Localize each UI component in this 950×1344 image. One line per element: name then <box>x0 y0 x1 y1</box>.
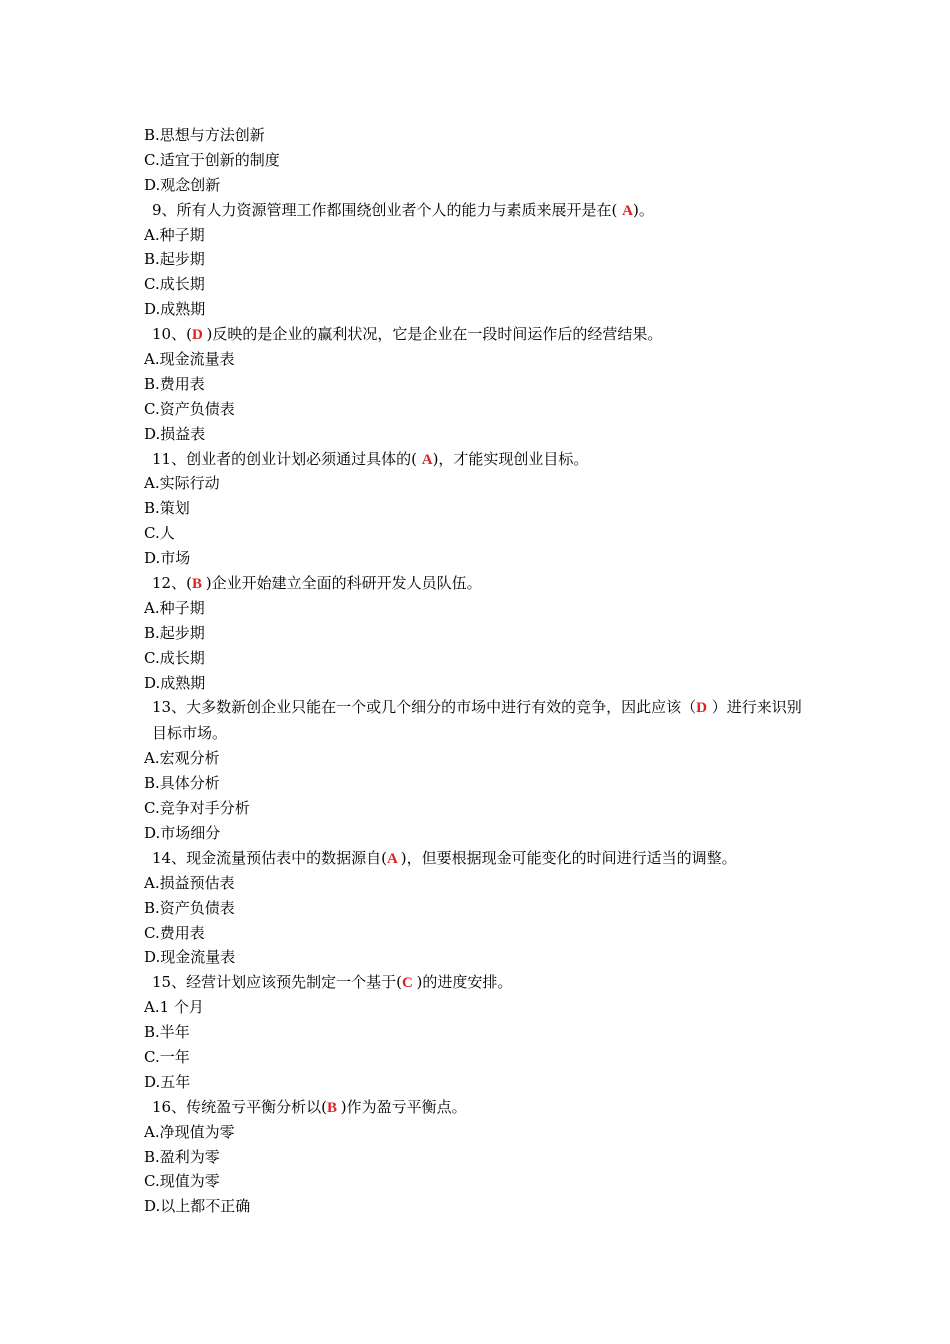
answer-mark: D <box>696 700 707 717</box>
option: C.费用表 <box>144 923 205 942</box>
option: C.成长期 <box>144 275 205 294</box>
question-10 <box>144 322 814 446</box>
option: D.市场细分 <box>144 823 221 842</box>
option: A.1 个月 <box>144 998 204 1017</box>
option: B.起步期 <box>144 250 205 269</box>
question-text: 13、大多数新创企业只能在一个或几个细分的市场中进行有效的竞争，因此应该（D ）进行来识别目标市场。 <box>152 698 802 743</box>
answer-mark: A <box>421 451 433 468</box>
intro-option-list <box>144 123 814 198</box>
question-16 <box>144 1095 814 1219</box>
answer-mark: B <box>191 576 206 593</box>
question-text: 9、所有人力资源管理工作都围绕创业者个人的能力与素质来展开是在( A)。 <box>152 200 654 219</box>
option: D.成熟期 <box>144 300 206 319</box>
answer-mark: D <box>191 327 207 344</box>
question-text: 15、经营计划应该预先制定一个基于(C )的进度安排。 <box>152 973 513 992</box>
option: C.适宜于创新的制度 <box>144 150 280 169</box>
option: C.人 <box>144 524 175 543</box>
option: A.现金流量表 <box>144 350 235 369</box>
question-15 <box>144 970 814 1094</box>
question-text: 14、现金流量预估表中的数据源自(A )，但要根据现金可能变化的时间进行适当的调整。 <box>152 848 737 867</box>
option: B.半年 <box>144 1023 190 1042</box>
option: D.以上都不正确 <box>144 1197 251 1216</box>
option: B.思想与方法创新 <box>144 126 265 144</box>
option: B.起步期 <box>144 623 205 642</box>
answer-mark: B <box>326 1099 341 1116</box>
option: C.成长期 <box>144 648 205 667</box>
answer-mark: C <box>401 975 417 992</box>
question-text: 12、(B )企业开始建立全面的科研开发人员队伍。 <box>152 574 482 593</box>
question-text: 10、(D )反映的是企业的赢利状况，它是企业在一段时间运作后的经营结果。 <box>152 325 663 344</box>
option: C.竞争对手分析 <box>144 799 250 818</box>
option: D.观念创新 <box>144 175 221 194</box>
option: A.实际行动 <box>144 474 220 493</box>
answer-mark: A <box>386 850 401 867</box>
option: B.策划 <box>144 499 190 518</box>
option: D.现金流量表 <box>144 948 236 967</box>
question-13 <box>144 695 814 845</box>
option: A.种子期 <box>144 225 205 244</box>
option: A.种子期 <box>144 598 205 617</box>
option: C.一年 <box>144 1047 190 1066</box>
option: B.盈利为零 <box>144 1147 220 1166</box>
document-body <box>144 123 814 1219</box>
option: D.市场 <box>144 549 191 568</box>
question-9 <box>144 198 814 322</box>
option: D.成熟期 <box>144 673 206 692</box>
question-text: 16、传统盈亏平衡分析以(B )作为盈亏平衡点。 <box>152 1097 467 1116</box>
option: C.资产负债表 <box>144 399 235 418</box>
question-14 <box>144 846 814 970</box>
option: A.净现值为零 <box>144 1122 235 1141</box>
option: D.五年 <box>144 1072 191 1091</box>
option: B.费用表 <box>144 374 205 393</box>
answer-mark: A <box>622 202 634 219</box>
question-text: 11、创业者的创业计划必须通过具体的( A)，才能实现创业目标。 <box>152 449 589 468</box>
question-12 <box>144 571 814 695</box>
option: B.资产负债表 <box>144 898 235 917</box>
option: C.现值为零 <box>144 1172 220 1191</box>
option: A.宏观分析 <box>144 749 220 768</box>
question-11 <box>144 447 814 571</box>
option: D.损益表 <box>144 424 206 443</box>
option: B.具体分析 <box>144 774 220 793</box>
option: A.损益预估表 <box>144 873 235 892</box>
